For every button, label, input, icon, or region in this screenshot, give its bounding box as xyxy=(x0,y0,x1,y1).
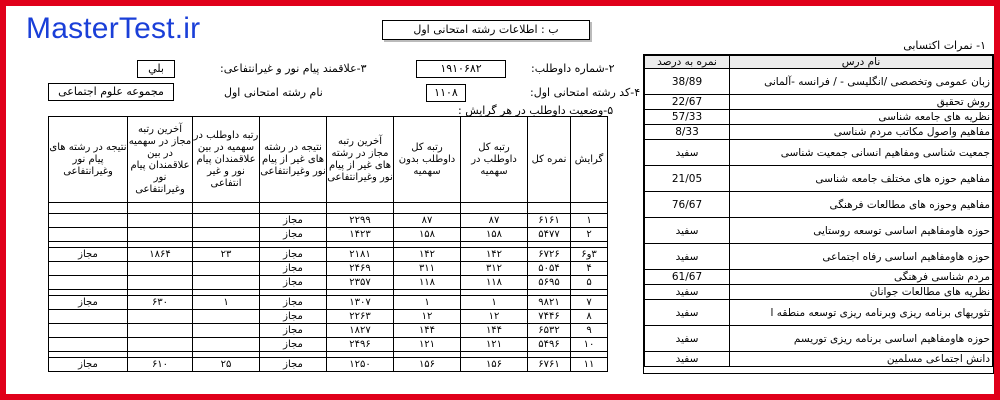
ranks-cell: ۱۵۸ xyxy=(461,228,528,242)
ranks-cell: ۷ xyxy=(571,296,608,310)
ranks-row xyxy=(49,338,608,352)
ranks-cell: ۵۰۵۴ xyxy=(528,262,571,276)
course-score: 61/67 xyxy=(645,270,730,285)
ranks-cell: ۱۱۸ xyxy=(461,276,528,290)
ranks-table-wrapper xyxy=(48,116,608,372)
ranks-cell: ۵۴۷۷ xyxy=(528,228,571,242)
ranks-cell: ۴ xyxy=(571,262,608,276)
ranks-cell: ۱ xyxy=(461,296,528,310)
course-score: سفید xyxy=(645,218,730,244)
ranks-col-header: رتبه داوطلب در سهمیه در بین علاقمندان پیام نور و غیر انتفاعی xyxy=(193,117,260,203)
ranks-cell: ۱۴۴ xyxy=(394,324,461,338)
score-row xyxy=(645,140,993,166)
course-name: روش تحقیق xyxy=(730,95,993,110)
ranks-cell: مجاز xyxy=(260,324,327,338)
ranks-cell: ۶۱۰ xyxy=(128,358,193,372)
ranks-header-row xyxy=(49,117,608,203)
ranks-cell: ۷۴۴۶ xyxy=(528,310,571,324)
ranks-spacer-row xyxy=(49,203,608,214)
course-score: 8/33 xyxy=(645,125,730,140)
ranks-cell: مجاز xyxy=(260,338,327,352)
ranks-cell: ۱۵۶ xyxy=(394,358,461,372)
field-name-label: نام رشته امتحانی اول xyxy=(224,86,323,99)
course-score: سفید xyxy=(645,244,730,270)
ranks-cell: ۲۵ xyxy=(193,358,260,372)
ranks-cell: ۱۵۸ xyxy=(394,228,461,242)
ranks-row xyxy=(49,358,608,372)
field-name-value: مجموعه علوم اجتماعی xyxy=(48,83,174,101)
ranks-cell: ۵۶۹۵ xyxy=(528,276,571,290)
course-score: سفید xyxy=(645,140,730,166)
course-score: سفید xyxy=(645,326,730,352)
ranks-row xyxy=(49,324,608,338)
ranks-cell: ۶۷۶۱ xyxy=(528,358,571,372)
course-name: مردم شناسی فرهنگی xyxy=(730,270,993,285)
ranks-row xyxy=(49,310,608,324)
ranks-cell xyxy=(128,310,193,324)
scores-header-row xyxy=(645,56,993,69)
ranks-cell: ۲۴۹۶ xyxy=(327,338,394,352)
candidate-number-label: ۲-شماره داوطلب: xyxy=(531,62,615,75)
ranks-cell: ۱ xyxy=(571,214,608,228)
ranks-cell: مجاز xyxy=(49,248,128,262)
course-name: حوزه هاومفاهیم اساسی توسعه روستایی xyxy=(730,218,993,244)
ranks-row xyxy=(49,276,608,290)
ranks-col-header: رتبه کل داوطلب بدون سهمیه xyxy=(394,117,461,203)
course-score: سفید xyxy=(645,352,730,367)
ranks-cell: مجاز xyxy=(260,276,327,290)
ranks-table xyxy=(48,116,608,372)
course-name: حوزه هاومفاهیم اساسی رفاه اجتماعی xyxy=(730,244,993,270)
ranks-cell: ۸۷ xyxy=(461,214,528,228)
ranks-cell: ۱۴۲ xyxy=(461,248,528,262)
ranks-cell: ۶۱۶۱ xyxy=(528,214,571,228)
course-name: زبان عمومی وتخصصی /انگلیسی - / فرانسه -آلمانی xyxy=(730,69,993,95)
ranks-cell: مجاز xyxy=(260,262,327,276)
course-name: مفاهیم واصول مکاتب مردم شناسی xyxy=(730,125,993,140)
ranks-cell: مجاز xyxy=(260,296,327,310)
ranks-cell: ۶۵۳۲ xyxy=(528,324,571,338)
ranks-cell xyxy=(128,262,193,276)
course-name: جمعیت شناسی ومفاهیم انسانی جمعیت شناسی xyxy=(730,140,993,166)
score-row xyxy=(645,300,993,326)
course-name: مفاهیم حوزه های مختلف جامعه شناسی xyxy=(730,166,993,192)
ranks-cell xyxy=(193,228,260,242)
ranks-row xyxy=(49,228,608,242)
course-name: دانش اجتماعی مسلمین xyxy=(730,352,993,367)
ranks-cell: ۱۲۱ xyxy=(394,338,461,352)
ranks-cell: ۲۱۸۱ xyxy=(327,248,394,262)
ranks-cell: ۱۵۶ xyxy=(461,358,528,372)
course-score: 57/33 xyxy=(645,110,730,125)
interest-label: ۳-علاقمند پیام نور و غیرانتفاعی: xyxy=(220,62,367,75)
candidate-number-value: ۱۹۱۰۶۸۲ xyxy=(416,60,506,78)
score-row xyxy=(645,352,993,367)
course-name: نظریه های جامعه شناسی xyxy=(730,110,993,125)
site-brand: MasterTest.ir xyxy=(26,12,201,45)
ranks-cell: مجاز xyxy=(49,358,128,372)
score-row xyxy=(645,270,993,285)
section-title: ب : اطلاعات رشته امتحانی اول xyxy=(382,20,590,40)
ranks-cell xyxy=(128,324,193,338)
ranks-cell: ۳۱۲ xyxy=(461,262,528,276)
ranks-cell xyxy=(128,338,193,352)
ranks-cell: ۲۴۶۹ xyxy=(327,262,394,276)
ranks-cell: مجاز xyxy=(260,358,327,372)
score-row xyxy=(645,110,993,125)
score-row xyxy=(645,166,993,192)
ranks-cell xyxy=(128,228,193,242)
course-score: سفید xyxy=(645,285,730,300)
ranks-cell xyxy=(49,276,128,290)
ranks-cell: ۲۳۵۷ xyxy=(327,276,394,290)
ranks-row xyxy=(49,296,608,310)
ranks-cell: ۵ xyxy=(571,276,608,290)
score-row xyxy=(645,326,993,352)
ranks-col-header: نتیجه در رشته های پیام نور وغیرانتفاعی xyxy=(49,117,128,203)
ranks-cell: ۳۱۱ xyxy=(394,262,461,276)
ranks-cell: ۲۳ xyxy=(193,248,260,262)
ranks-cell xyxy=(49,214,128,228)
ranks-cell: ۱۲۱ xyxy=(461,338,528,352)
ranks-cell xyxy=(193,310,260,324)
ranks-cell: مجاز xyxy=(260,248,327,262)
scores-table-wrapper xyxy=(643,54,994,374)
ranks-row xyxy=(49,262,608,276)
ranks-cell: ۱۸۶۴ xyxy=(128,248,193,262)
col-score: نمره به درصد xyxy=(645,56,730,69)
ranks-cell: ۱۸۲۷ xyxy=(327,324,394,338)
ranks-cell: ۲۲۶۳ xyxy=(327,310,394,324)
ranks-cell: ۳و۶ xyxy=(571,248,608,262)
field-code-label: ۴-کد رشته امتحانی اول: xyxy=(530,86,641,99)
ranks-cell xyxy=(49,262,128,276)
ranks-cell: ۲۲۹۹ xyxy=(327,214,394,228)
ranks-cell: ۱۱۸ xyxy=(394,276,461,290)
ranks-cell: ۱۳۰۷ xyxy=(327,296,394,310)
course-score: 76/67 xyxy=(645,192,730,218)
score-row xyxy=(645,244,993,270)
course-name: مفاهیم وحوزه های مطالعات فرهنگی xyxy=(730,192,993,218)
score-row xyxy=(645,285,993,300)
ranks-cell: ۱۲ xyxy=(461,310,528,324)
ranks-col-header: رتبه کل داوطلب در سهمیه xyxy=(461,117,528,203)
ranks-col-header: نتیجه در رشته های غیر از پیام نور وغیرانتفاعی xyxy=(260,117,327,203)
ranks-cell xyxy=(193,262,260,276)
course-score: 38/89 xyxy=(645,69,730,95)
ranks-col-header: گرایش xyxy=(571,117,608,203)
ranks-cell xyxy=(49,324,128,338)
ranks-cell: ۱۴۲ xyxy=(394,248,461,262)
scores-table xyxy=(644,55,993,367)
score-row xyxy=(645,218,993,244)
ranks-col-header: آخرین رتبه مجاز در سهمیه در بین علاقمندان پیام نور وغیرانتفاعی xyxy=(128,117,193,203)
ranks-cell: ۵۴۹۶ xyxy=(528,338,571,352)
ranks-cell: ۸ xyxy=(571,310,608,324)
ranks-cell: ۱۰ xyxy=(571,338,608,352)
ranks-row xyxy=(49,214,608,228)
ranks-cell xyxy=(193,338,260,352)
ranks-cell: ۱۱ xyxy=(571,358,608,372)
ranks-cell xyxy=(49,338,128,352)
ranks-cell: مجاز xyxy=(49,296,128,310)
ranks-cell: ۶۳۰ xyxy=(128,296,193,310)
interest-value: بلي xyxy=(137,60,175,78)
ranks-cell: ۶۷۲۶ xyxy=(528,248,571,262)
ranks-cell: ۹۸۲۱ xyxy=(528,296,571,310)
ranks-cell: مجاز xyxy=(260,228,327,242)
ranks-cell xyxy=(128,276,193,290)
ranks-cell: ۱۴۲۳ xyxy=(327,228,394,242)
course-score: 21/05 xyxy=(645,166,730,192)
score-row xyxy=(645,192,993,218)
ranks-cell xyxy=(193,214,260,228)
ranks-cell: ۹ xyxy=(571,324,608,338)
ranks-cell: ۱۴۴ xyxy=(461,324,528,338)
ranks-cell: مجاز xyxy=(260,310,327,324)
score-row xyxy=(645,95,993,110)
ranks-cell xyxy=(128,214,193,228)
course-name: تئوریهای برنامه ریزی وبرنامه ریزی توسعه منطقه ا xyxy=(730,300,993,326)
ranks-cell: ۲ xyxy=(571,228,608,242)
course-name: حوزه هاومفاهیم اساسی برنامه ریزی توریسم xyxy=(730,326,993,352)
course-name: نظریه های مطالعات جوانان xyxy=(730,285,993,300)
field-code-value: ۱۱۰۸ xyxy=(426,84,466,102)
score-row xyxy=(645,125,993,140)
course-score: 22/67 xyxy=(645,95,730,110)
ranks-cell xyxy=(193,324,260,338)
ranks-cell xyxy=(49,310,128,324)
course-score: سفید xyxy=(645,300,730,326)
ranks-cell xyxy=(49,228,128,242)
scores-heading: ۱- نمرات اکتسابی xyxy=(903,39,986,52)
ranks-cell: ۱ xyxy=(193,296,260,310)
ranks-col-header: آخرین رتبه مجاز در رشته های غیر از پیام نور وغیرانتفاعی xyxy=(327,117,394,203)
status-label: ۵-وضعیت داوطلب در هر گرایش : xyxy=(458,104,614,117)
ranks-cell xyxy=(193,276,260,290)
ranks-cell: ۱۲۵۰ xyxy=(327,358,394,372)
ranks-row xyxy=(49,248,608,262)
score-row xyxy=(645,69,993,95)
ranks-cell: ۱۲ xyxy=(394,310,461,324)
ranks-col-header: نمره کل xyxy=(528,117,571,203)
ranks-cell: مجاز xyxy=(260,214,327,228)
ranks-cell: ۱ xyxy=(394,296,461,310)
col-course-name: نام درس xyxy=(730,56,993,69)
ranks-cell: ۸۷ xyxy=(394,214,461,228)
